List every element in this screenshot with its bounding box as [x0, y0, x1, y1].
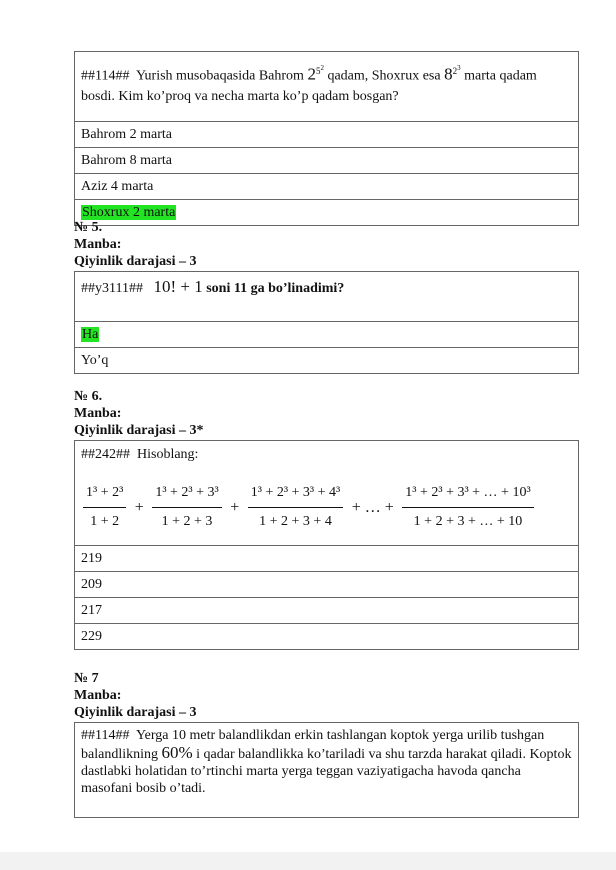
- answer-option[interactable]: 217: [75, 598, 579, 624]
- question-114-table: [74, 51, 579, 226]
- percent-value: 60%: [161, 743, 193, 762]
- stem-text: Yurish musobaqasida Bahrom: [135, 68, 308, 84]
- stem-text: Yerga 10 metr balandlikdan erkin tashlangan koptok yerga urilib tushgan balandlikning: [81, 728, 545, 762]
- correct-highlight: Shoxrux 2 marta: [82, 204, 176, 220]
- power-base: 2: [307, 64, 316, 84]
- fraction: $\frac{\text{1³ + 2³}}{1 + 2}$: [83, 483, 126, 532]
- question-difficulty: Qiyinlik darajasi – 3: [74, 705, 197, 720]
- question-source: Manba:: [74, 237, 122, 252]
- question-prefix: ##242##: [81, 447, 130, 462]
- fraction: $\frac{\text{1³ + 2³ + 3³}}{1 + 2 + 3}$: [152, 483, 221, 532]
- question-difficulty: Qiyinlik darajasi – 3*: [74, 423, 204, 438]
- question-7-stem: [75, 723, 579, 818]
- answer-option[interactable]: Bahrom 8 marta: [75, 148, 579, 174]
- sum-expression: $\frac{\text{1³ + 2³}}{1 + 2}$ + $\frac{\text{1³ + 2³ + 3³}}{1 + 2 + 3}$ + $\frac{\text{1³ + 2³ + 3³ + 4³}}{1 + 2 + 3 + 4}$ + … + $\frac{\text{1³ + 2³ + 3³ + … + 10³}}{1 + 2 + 3 + \dots + 10}$: [81, 465, 572, 538]
- question-7-table: [74, 722, 579, 818]
- stem-text: soni 11 ga bo’linadimi?: [206, 281, 345, 296]
- question-source: Manba:: [74, 406, 122, 421]
- stem-text: qadam, Shoxrux esa: [323, 68, 445, 84]
- fraction: $\frac{\text{1³ + 2³ + 3³ + … + 10³}}{1 + 2 + 3 + \dots + 10}$: [402, 483, 533, 532]
- answer-option[interactable]: 229: [75, 624, 579, 650]
- question-114-stem: [75, 52, 579, 122]
- question-5-stem: [75, 272, 579, 322]
- question-number: № 6.: [74, 389, 103, 404]
- math-expression: 10! + 1: [153, 277, 203, 296]
- power-exponent: 52: [315, 64, 324, 76]
- answer-option[interactable]: Aziz 4 marta: [75, 174, 579, 200]
- instruction-text: Hisoblang:: [137, 447, 199, 462]
- question-5-table: [74, 271, 579, 374]
- question-source: Manba:: [74, 688, 122, 703]
- correct-highlight: Ha: [82, 326, 99, 342]
- power-exponent: 23: [452, 64, 461, 76]
- question-6-stem: [75, 441, 579, 546]
- question-6-table: [74, 440, 579, 650]
- stem-text: marta qadam bosdi. Kim ko’proq va necha marta ko’p qadam bosgan?: [81, 68, 537, 104]
- question-prefix: ##114##: [81, 728, 130, 743]
- question-number: № 5.: [74, 220, 103, 235]
- question-prefix: ##y3111##: [81, 281, 143, 296]
- stem-text: i qadar balandlikka ko’tariladi va shu tarzda harakat qiladi. Koptok dastlabki holatidan to’rtinchi marta yerga teggan vaziyatigacha havoda qancha masofani bosib o’tadi.: [81, 747, 572, 796]
- question-number: № 7: [74, 671, 99, 686]
- question-difficulty: Qiyinlik darajasi – 3: [74, 254, 197, 269]
- question-prefix: ##114##: [81, 68, 130, 84]
- fraction: $\frac{\text{1³ + 2³ + 3³ + 4³}}{1 + 2 + 3 + 4}$: [248, 483, 343, 532]
- page-bottom-edge: [0, 852, 616, 870]
- answer-option[interactable]: Yo’q: [75, 348, 579, 374]
- answer-option[interactable]: 209: [75, 572, 579, 598]
- answer-option[interactable]: Bahrom 2 marta: [75, 122, 579, 148]
- power-base: 8: [444, 64, 453, 84]
- answer-option-correct[interactable]: [75, 322, 579, 348]
- answer-option-correct[interactable]: [75, 200, 579, 226]
- answer-option[interactable]: 219: [75, 546, 579, 572]
